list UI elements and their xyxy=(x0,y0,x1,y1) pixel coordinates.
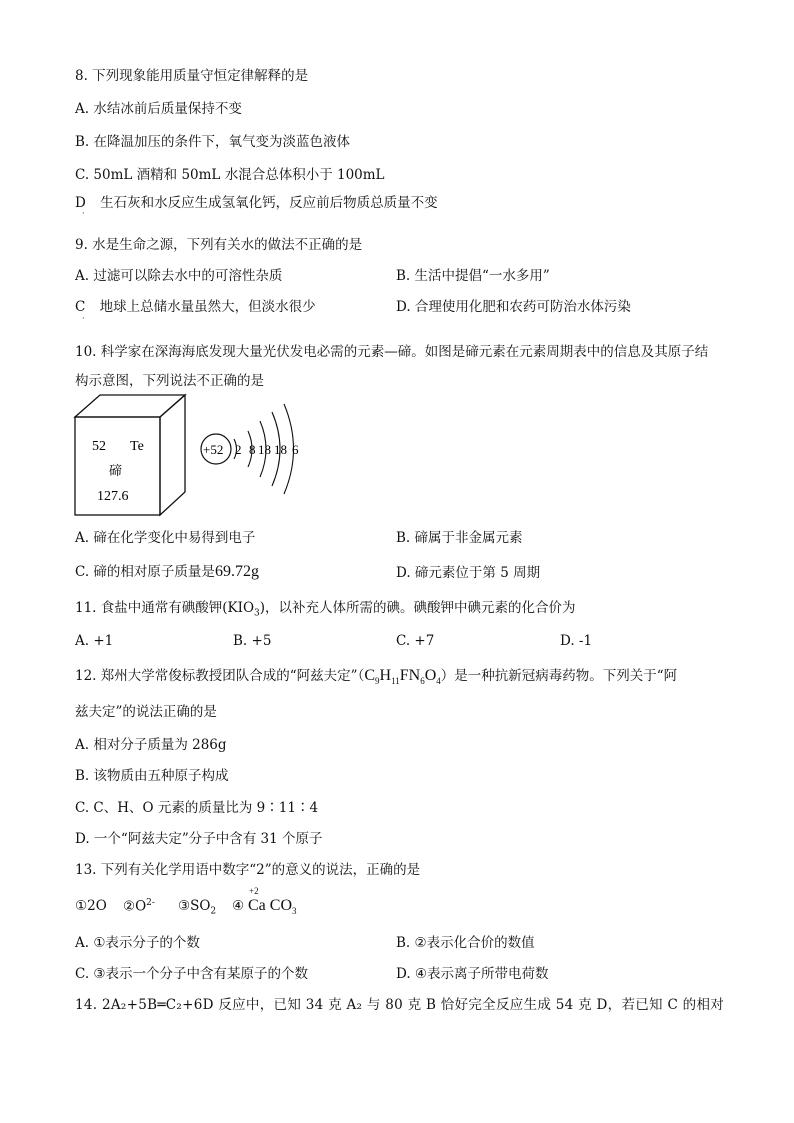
q11-option-c: C. +7 xyxy=(396,633,435,649)
q13-stem: 13. 下列有关化学用语中数字“2”的意义的说法，正确的是 xyxy=(75,862,421,878)
q12-stem-after: ）是一种抗新冠病毒药物。下列关于“阿 xyxy=(440,668,678,684)
q13-item-3-base: ③SO xyxy=(178,898,211,914)
q12-option-c: C. C、H、O 元素的质量比为 9∶11∶4 xyxy=(75,800,319,816)
q8-option-a: A. 水结冰前后质量保持不变 xyxy=(75,101,242,117)
q10-stem-line1: 10. 科学家在深海海底发现大量光伏发电必需的元素—碲。如图是碲元素在元素周期表中的信息及其原子结 xyxy=(75,344,709,360)
q12-stem-before: 12. 郑州大学常俊标教授团队合成的“阿兹夫定”（ xyxy=(75,668,365,684)
q10-option-a: A. 碲在化学变化中易得到电子 xyxy=(75,530,256,546)
q9-option-c-prefix: C xyxy=(75,299,86,315)
q8-option-d-text: 生石灰和水反应生成氢氧化钙，反应前后物质总质量不变 xyxy=(100,195,438,211)
formula-c: C xyxy=(364,667,375,684)
formula-fn: FN xyxy=(399,667,421,684)
nucleus-charge: +52 xyxy=(203,442,224,457)
formula-o-count: 4 xyxy=(436,676,441,687)
q9-option-b: B. 生活中提倡“一水多用” xyxy=(396,268,550,284)
q12-stem-line1 xyxy=(75,667,677,690)
q13-items xyxy=(75,886,335,922)
formula-h-count: 11 xyxy=(391,676,400,687)
q9-stem: 9. 水是生命之源，下列有关水的做法不正确的是 xyxy=(75,237,363,253)
q9-option-c xyxy=(75,298,316,316)
q9-option-a: A. 过滤可以除去水中的可溶性杂质 xyxy=(75,268,283,284)
q12-formula xyxy=(364,667,441,687)
q9-option-d: D. 合理使用化肥和农药可防治水体污染 xyxy=(396,299,631,315)
q10-option-c-value: 69.72g xyxy=(214,563,259,580)
q11-stem xyxy=(75,599,576,623)
q8-stem: 8. 下列现象能用质量守恒定律解释的是 xyxy=(75,68,309,84)
q13-item-4-formula xyxy=(248,897,297,916)
dot-mark: · xyxy=(82,209,85,218)
q13-item-3-sub: 2 xyxy=(210,906,217,917)
q10-option-d: D. 碲元素位于第 5 周期 xyxy=(396,565,541,581)
q8-option-d xyxy=(75,194,438,212)
element-cell-and-atom-diagram xyxy=(72,392,332,522)
shell-4-electrons: 18 xyxy=(274,442,287,457)
q10-option-c-text: C. 碲的相对原子质量是 xyxy=(75,564,215,580)
element-mass: 127.6 xyxy=(97,489,129,504)
shell-1-electrons: 2 xyxy=(235,442,242,457)
q13-item-4 xyxy=(232,898,244,914)
q12-stem-line2: 兹夫定”的说法正确的是 xyxy=(75,704,217,720)
q13-item-4-ca: Ca xyxy=(248,897,266,914)
q14-stem: 14. 2A₂+5B═C₂+6D 反应中，已知 34 克 A₂ 与 80 克 B 恰好完全反应生成 54 克 D，若已知 C 的相对 xyxy=(75,997,725,1013)
formula-o: O xyxy=(424,667,437,684)
q10-option-b: B. 碲属于非金属元素 xyxy=(396,530,523,546)
element-name: 碲 xyxy=(109,464,123,479)
q11-option-d: D. -1 xyxy=(560,633,593,649)
q8-option-d-prefix: D xyxy=(75,195,86,211)
q13-option-c: C. ③表示一个分子中含有某原子的个数 xyxy=(75,966,309,982)
q13-option-b: B. ②表示化合价的数值 xyxy=(396,935,535,951)
q8-option-b: B. 在降温加压的条件下，氧气变为淡蓝色液体 xyxy=(75,134,351,150)
q11-stem-before: 11. 食盐中通常有碘酸钾(KIO xyxy=(75,600,255,616)
q13-item-4-co: CO xyxy=(269,897,293,914)
q13-option-d: D. ④表示离子所带电荷数 xyxy=(396,966,549,982)
formula-h: H xyxy=(379,667,392,684)
q13-item-2-charge: 2- xyxy=(146,898,155,908)
q11-stem-after: )，以补充人体所需的碘。碘酸钾中碘元素的化合价为 xyxy=(259,600,576,616)
q13-option-a: A. ①表示分子的个数 xyxy=(75,935,200,951)
shell-2-electrons: 8 xyxy=(249,442,256,457)
q13-item-2 xyxy=(123,898,155,915)
q12-option-b: B. 该物质由五种原子构成 xyxy=(75,768,229,784)
q10-option-c xyxy=(75,563,259,581)
dot-mark: · xyxy=(82,314,85,323)
q13-item-4-prefix: ④ xyxy=(232,898,245,914)
q13-item-3 xyxy=(178,898,216,917)
q13-item-2-base: ②O xyxy=(123,898,147,915)
formula-c-count: 9 xyxy=(375,676,380,687)
shell-5-electrons: 6 xyxy=(292,442,299,457)
q11-option-a: A. +1 xyxy=(75,633,114,649)
q12-option-d: D. 一个“阿兹夫定”分子中含有 31 个原子 xyxy=(75,831,323,847)
shell-3-electrons: 18 xyxy=(258,442,271,457)
q13-item-1: ①2O xyxy=(75,898,107,914)
q13-item-4-sub: 3 xyxy=(292,906,297,917)
q11-options xyxy=(0,632,794,652)
formula-n-count: 6 xyxy=(420,676,425,687)
q8-option-c: C. 50mL 酒精和 50mL 水混合总体积小于 100mL xyxy=(75,167,385,183)
q11-option-b: B. +5 xyxy=(233,633,272,649)
q11-stem-sub: 3 xyxy=(254,608,260,619)
q12-option-a: A. 相对分子质量为 286g xyxy=(75,737,227,753)
q10-stem-line2: 构示意图，下列说法不正确的是 xyxy=(75,373,264,389)
q13-item-4-valence: +2 xyxy=(249,886,259,896)
element-symbol: Te xyxy=(130,439,144,454)
element-number: 52 xyxy=(92,439,106,454)
q9-option-c-text: 地球上总储水量虽然大，但淡水很少 xyxy=(99,299,316,315)
tellurium-figure xyxy=(72,392,332,526)
